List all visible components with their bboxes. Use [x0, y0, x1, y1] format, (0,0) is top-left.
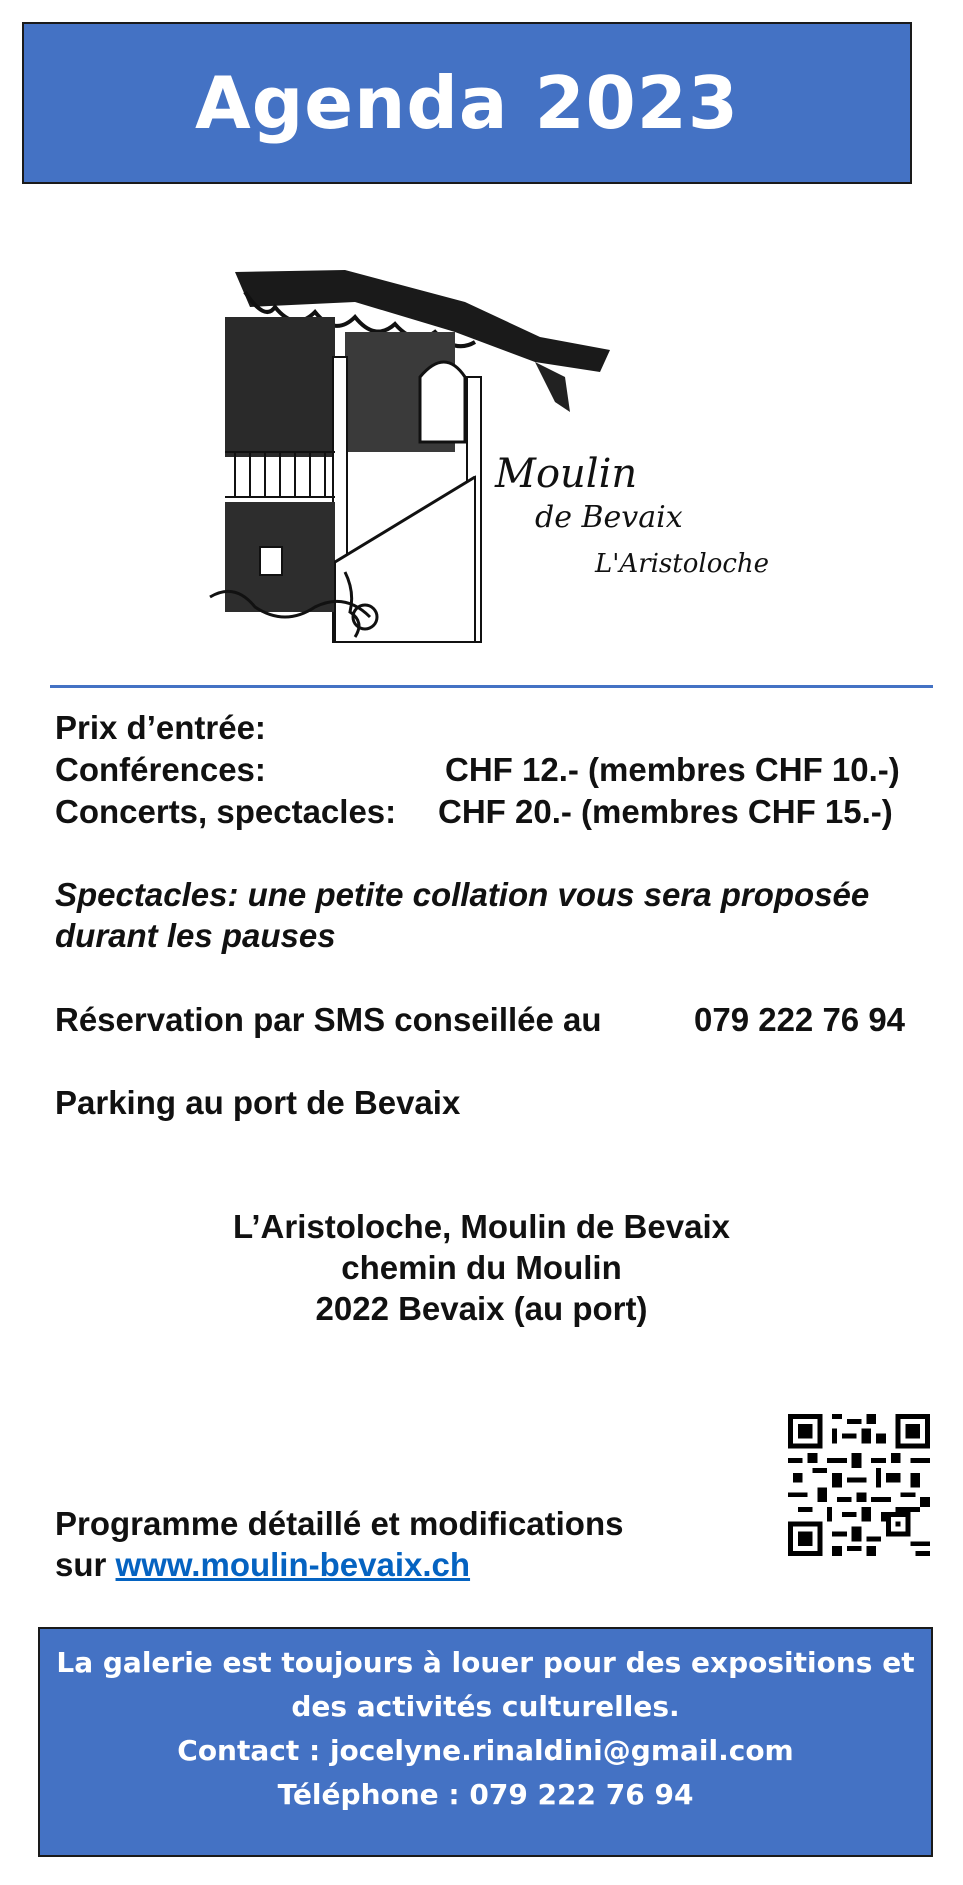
logo-text-moulin: Moulin [495, 451, 638, 497]
note-line-1: Spectacles: une petite collation vous sera proposée [55, 876, 870, 913]
price-label-concerts: Concerts, spectacles: [55, 793, 397, 830]
price-label-conferences: Conférences: [55, 751, 266, 788]
programme-line-1: Programme détaillé et modifications [55, 1505, 624, 1542]
footer-banner [38, 1627, 933, 1857]
note-line-2: durant les pauses [55, 917, 336, 954]
footer-line-2: des activités culturelles. [291, 1690, 680, 1723]
logo-text-bevaix: de Bevaix [535, 500, 683, 535]
address-line-2: chemin du Moulin [341, 1249, 622, 1286]
moulin-illustration [205, 262, 770, 644]
programme-prefix: sur [55, 1546, 116, 1583]
logo-text-aristoloche: L'Aristoloche [595, 549, 770, 579]
footer-contact-email[interactable]: Contact : jocelyne.rinaldini@gmail.com [177, 1734, 794, 1767]
page-title: Agenda 2023 [195, 61, 739, 145]
price-value-conferences: CHF 12.- (membres CHF 10.-) [445, 751, 900, 788]
address-line-1: L’Aristoloche, Moulin de Bevaix [233, 1208, 730, 1245]
programme-line-2 [55, 1545, 470, 1585]
reservation-phone: 079 222 76 94 [694, 1001, 906, 1038]
price-value-concerts: CHF 20.- (membres CHF 15.-) [438, 793, 893, 830]
reservation-label: Réservation par SMS conseillée au [55, 1001, 602, 1038]
footer-line-1: La galerie est toujours à louer pour des expositions et [56, 1646, 915, 1679]
footer-phone: Téléphone : 079 222 76 94 [277, 1778, 694, 1811]
address-line-3: 2022 Bevaix (au port) [315, 1290, 648, 1327]
parking-info: Parking au port de Bevaix [55, 1084, 461, 1121]
title-banner [22, 22, 912, 184]
qr-code-icon[interactable] [788, 1414, 930, 1556]
website-link[interactable]: www.moulin-bevaix.ch [115, 1546, 471, 1583]
prices-heading: Prix d’entrée: [55, 709, 266, 746]
section-divider [50, 685, 933, 688]
